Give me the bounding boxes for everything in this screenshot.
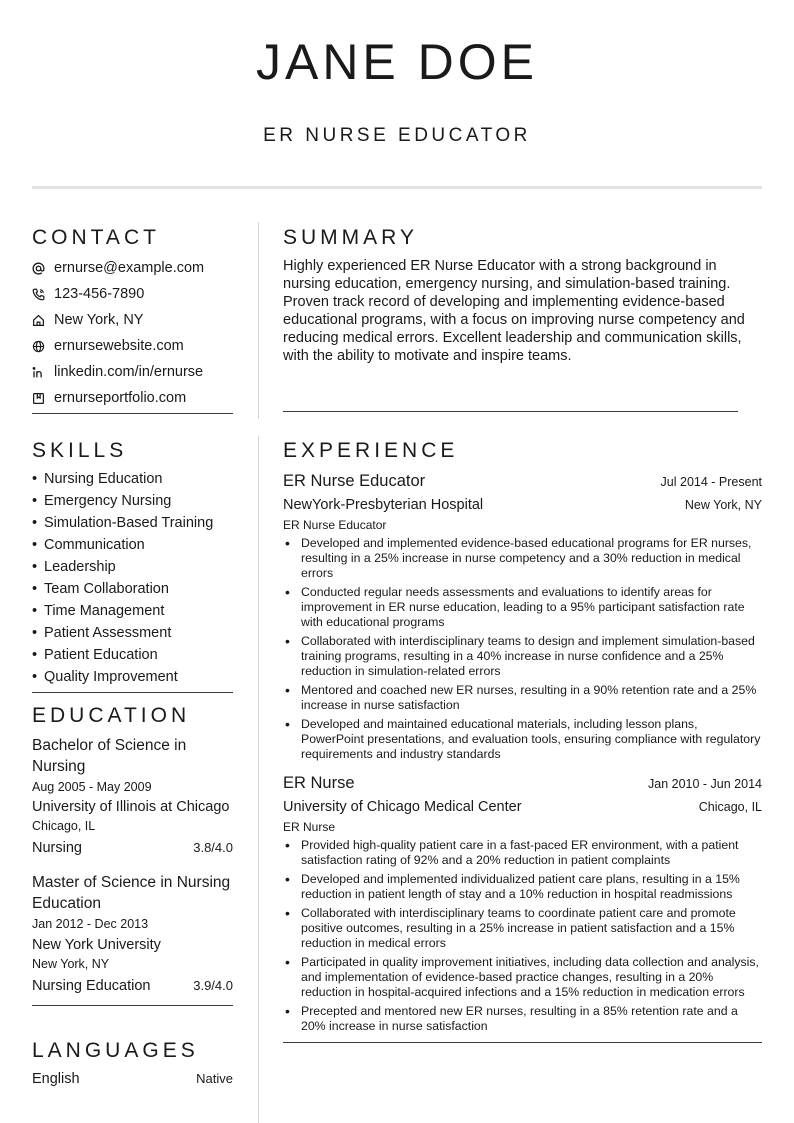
candidate-title: ER NURSE EDUCATOR [263, 125, 531, 146]
job-location: New York, NY [684, 498, 762, 512]
skill-item: • Quality Improvement [32, 669, 178, 685]
contact-linkedin-text: linkedin.com/in/ernurse [54, 364, 204, 380]
job-bullet: • Mentored and coached new ER nurses, resulting in a 90% retention rate and a 25% increase in nurse satisfaction [283, 683, 762, 713]
summary-divider [283, 411, 738, 412]
portfolio-icon [32, 392, 54, 405]
education-degree: Master of Science in Nursing Education [32, 874, 231, 912]
education-degree: Bachelor of Science in Nursing [32, 737, 187, 775]
skill-item: • Patient Assessment [32, 625, 172, 641]
candidate-name: JANE DOE [255, 34, 539, 90]
education-field-row [32, 838, 233, 858]
phone-icon [32, 288, 54, 301]
home-icon [32, 314, 54, 327]
linkedin-icon [32, 366, 54, 379]
language-level: Native [196, 1071, 233, 1086]
job-title: ER Nurse Educator [283, 472, 426, 490]
job-title-row [283, 469, 762, 493]
skill-item: • Simulation-Based Training [32, 515, 214, 531]
contact-divider [32, 413, 233, 414]
education-gpa: 3.9/4.0 [193, 978, 233, 993]
contact-heading: CONTACT [32, 226, 160, 249]
job-bullet: • Collaborated with interdisciplinary teams to coordinate patient care and promote positive outcomes, resulting in a 25% increase in patient satisfaction and a 15% reduction in medical errors [283, 906, 762, 951]
job-bullet: • Precepted and mentored new ER nurses, resulting in a 85% retention rate and a 20% increase in nurse satisfaction [283, 1004, 762, 1034]
job-bullet: • Developed and implemented evidence-based educational programs for ER nurses, resulting in a 25% increase in nurse competency and a 30% reduction in medical errors [283, 536, 762, 581]
language-name: English [32, 1071, 80, 1087]
job-bullet: • Developed and maintained educational materials, including lesson plans, PowerPoint presentations, and evaluation tools, ensuring compliance with regulatory requirements and industry standards [283, 717, 762, 762]
column-divider-top [258, 222, 259, 419]
experience-divider [283, 1042, 762, 1043]
skill-item: • Emergency Nursing [32, 493, 172, 509]
contact-phone[interactable] [32, 281, 233, 307]
education-dates: Jan 2012 - Dec 2013 [32, 917, 149, 931]
summary-heading: SUMMARY [283, 226, 418, 249]
job-org-row [283, 493, 762, 517]
contact-linkedin[interactable] [32, 359, 233, 385]
education-field: Nursing [32, 840, 82, 856]
education-divider [32, 1005, 233, 1006]
experience-heading: EXPERIENCE [283, 439, 459, 462]
summary-section [283, 225, 762, 365]
skill-item: • Time Management [32, 603, 165, 619]
contact-website[interactable] [32, 333, 233, 359]
education-heading: EDUCATION [32, 704, 191, 727]
education-field: Nursing Education [32, 978, 151, 994]
job-org-row [283, 795, 762, 819]
column-divider-bottom [258, 436, 259, 1123]
education-section [32, 703, 233, 1006]
header-divider [32, 186, 762, 189]
skill-item: • Patient Education [32, 647, 158, 663]
contact-location [32, 307, 233, 333]
skill-item: • Communication [32, 537, 145, 553]
job-bullets [283, 536, 762, 762]
contact-email-text: ernurse@example.com [54, 260, 205, 276]
job-bullets [283, 838, 762, 1034]
education-school: New York University [32, 937, 161, 953]
education-location: Chicago, IL [32, 819, 96, 833]
contact-website-text: ernursewebsite.com [54, 338, 184, 354]
skills-heading: SKILLS [32, 439, 128, 462]
education-location: New York, NY [32, 957, 110, 971]
job-bullet: • Participated in quality improvement initiatives, including data collection and analysis, and implementation of evidence-based practice changes, resulting in a 20% reduction in hospital-acquired infections and a 15% reduction in medication errors [283, 955, 762, 1000]
experience-section [283, 438, 762, 1043]
education-field-row [32, 976, 233, 996]
job-bullet: • Collaborated with interdisciplinary teams to design and implement simulation-based training programs, resulting in a 40% increase in nurse confidence and a 25% reduction in simulation-related errors [283, 634, 762, 679]
education-dates: Aug 2005 - May 2009 [32, 780, 152, 794]
languages-heading: LANGUAGES [32, 1039, 199, 1062]
contact-phone-text: 123-456-7890 [54, 286, 145, 302]
education-entry [32, 735, 233, 858]
languages-section [32, 1038, 233, 1089]
job-entry [283, 771, 762, 1034]
skills-section [32, 438, 233, 693]
job-title-row [283, 771, 762, 795]
job-bullet: • Developed and implemented individualized patient care plans, resulting in a 15% reduction in patient length of stay and a 10% reduction in hospital readmissions [283, 872, 762, 902]
job-entry [283, 469, 762, 762]
education-school: University of Illinois at Chicago [32, 799, 230, 815]
skills-divider [32, 692, 233, 693]
job-subtitle: ER Nurse [283, 820, 336, 834]
skill-item: • Nursing Education [32, 471, 163, 487]
job-organization: University of Chicago Medical Center [283, 799, 522, 815]
globe-icon [32, 340, 54, 353]
education-entry [32, 872, 233, 996]
job-bullet: • Conducted regular needs assessments and evaluations to identify areas for improvement in ER nurse education, leading to a 95% participant satisfaction rate with educational programs [283, 585, 762, 630]
education-gpa: 3.8/4.0 [193, 840, 233, 855]
contact-portfolio-text: ernurseportfolio.com [54, 390, 187, 406]
contact-section [32, 225, 233, 414]
job-location: Chicago, IL [698, 800, 762, 814]
job-dates: Jan 2010 - Jun 2014 [648, 777, 762, 791]
contact-email[interactable] [32, 255, 233, 281]
language-item [32, 1069, 233, 1089]
job-subtitle: ER Nurse Educator [283, 518, 387, 532]
job-title: ER Nurse [283, 774, 355, 792]
job-dates: Jul 2014 - Present [660, 475, 762, 489]
contact-portfolio[interactable] [32, 385, 233, 411]
summary-text: Highly experienced ER Nurse Educator with a strong background in nursing education, emergency nursing, and simulation-based training. Proven track record of developing and implementing evidence-based educational programs, with a focus on improving nurse competency and reducing medical errors. Excellent leadership and communication skills, with the ability to motivate and inspire teams. [283, 258, 745, 364]
job-bullet: • Provided high-quality patient care in a fast-paced ER environment, with a patient satisfaction rating of 92% and a 20% reduction in patient complaints [283, 838, 762, 868]
contact-location-text: New York, NY [54, 312, 144, 328]
skill-item: • Leadership [32, 559, 116, 575]
job-organization: NewYork-Presbyterian Hospital [283, 497, 484, 513]
at-icon [32, 262, 54, 275]
skill-item: • Team Collaboration [32, 581, 169, 597]
